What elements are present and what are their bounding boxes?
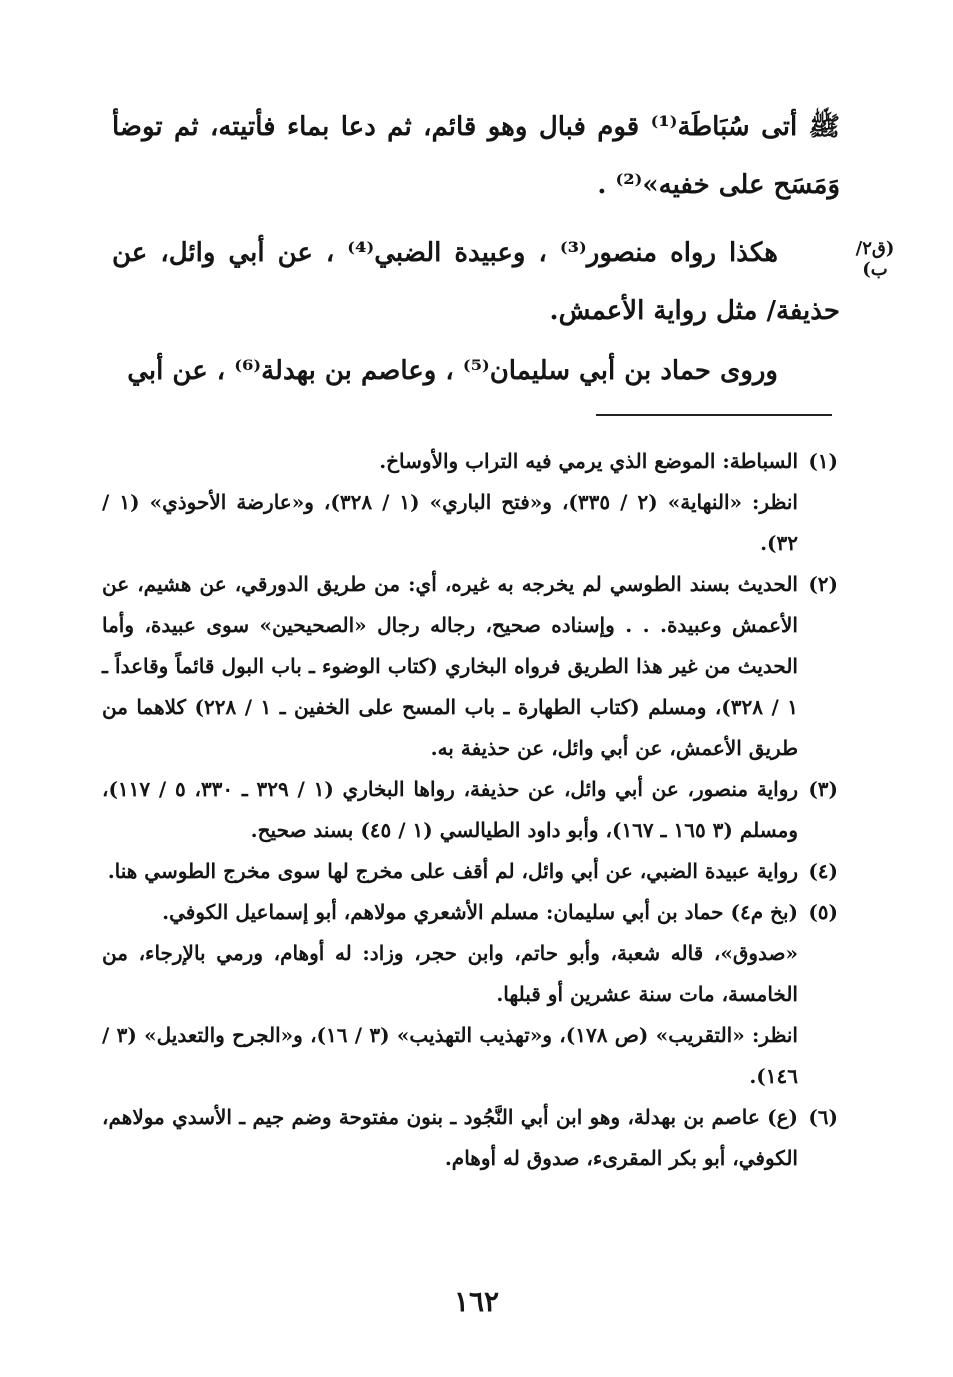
main-paragraph-2 — [112, 224, 840, 340]
footnote-number: (٤) — [808, 859, 838, 883]
footnote-body — [102, 564, 798, 769]
footnotes-section — [102, 441, 838, 1179]
footnote-line: انظر: «النهاية» (٢ / ٣٣٥)، و«فتح الباري» (١ / ٣٢٨)، و«عارضة الأحوذي» (١ / ٣٢). — [102, 490, 798, 555]
footnote-line: (بخ م٤) حماد بن أبي سليمان: مسلم الأشعري مولاهم، أبو إسماعيل الكوفي. — [162, 900, 798, 924]
main-paragraph-1 — [112, 98, 840, 214]
main-text-line: هكذا رواه منصور⁽³⁾ ، وعبيدة الضبي⁽⁴⁾ ، عن أبي وائل، عن حذيفة/ مثل رواية الأعمش. — [112, 238, 840, 326]
footnote-number: (٣) — [808, 777, 838, 801]
main-paragraph-3 — [112, 342, 840, 400]
footnote-body — [102, 851, 798, 892]
footnote-line: الحديث بسند الطوسي لم يخرجه به غيره، أي: من طريق الدورقي، عن هشيم، عن الأعمش وعبيدة. . . وإسناده صحيح، رجاله رجال «الصحيحين» سوى عبيدة، وأما الحديث من غير هذا الطريق فرواه البخاري (كتاب الوضوء ـ باب البول قائماً وقاعداً ـ ١ / ٣٢٨)، ومسلم (كتاب الطهارة ـ باب المسح على الخفين ـ ١ / ٢٢٨) كلاهما من طريق الأعمش، عن أبي وائل، عن حذيفة به. — [102, 572, 798, 760]
manuscript-folio-note: (ق٢/ب) — [855, 238, 895, 280]
footnote-body — [102, 1097, 798, 1179]
footnote-line: «صدوق»، قاله شعبة، وأبو حاتم، وابن حجر، وزاد: له أوهام، ورمي بالإرجاء، من الخامسة، مات سنة عشرين أو قبلها. — [102, 941, 798, 1006]
footnote-number: (٦) — [808, 1105, 838, 1129]
footnote-body — [102, 769, 798, 851]
footnote-2 — [102, 564, 838, 769]
footnote-line: رواية عبيدة الضبي، عن أبي وائل، لم أقف على مخرج لها سوى مخرج الطوسي هنا. — [107, 859, 798, 883]
footnote-1 — [102, 441, 838, 564]
footnote-line: انظر: «التقريب» (ص ١٧٨)، و«تهذيب التهذيب» (٣ / ١٦)، و«الجرح والتعديل» (٣ / ١٤٦). — [102, 1023, 798, 1088]
footnote-3 — [102, 769, 838, 851]
footnote-line: السباطة: الموضع الذي يرمي فيه التراب والأوساخ. — [379, 449, 798, 473]
footnote-5 — [102, 892, 838, 1097]
footnote-line: (ع) عاصم بن بهدلة، وهو ابن أبي النَّجُود ـ بنون مفتوحة وضم جيم ـ الأسدي مولاهم، الكوفي، أبو بكر المقرىء، صدوق له أوهام. — [102, 1105, 798, 1170]
footnote-number: (٢) — [808, 572, 838, 596]
page-number: ١٦٢ — [453, 1285, 500, 1318]
footnote-body — [102, 892, 798, 1097]
footnote-4 — [102, 851, 838, 892]
footnote-body — [102, 441, 798, 564]
footnote-6 — [102, 1097, 838, 1179]
footnote-number: (١) — [808, 449, 838, 473]
main-text-line: ﷺ أتى سُبَاطَة⁽¹⁾ قوم فبال وهو قائم، ثم دعا بماء فأتيته، ثم توضأ وَمَسَح على خفيه»⁽²⁾ . — [112, 112, 840, 200]
footnote-line: رواية منصور، عن أبي وائل، عن حذيفة، رواها البخاري (١ / ٣٢٩ ـ ٣٣٠، ٥ / ١١٧)، ومسلم (٣ ١٦٥ ـ ١٦٧)، وأبو داود الطيالسي (١ / ٤٥) بسند صحيح. — [102, 777, 799, 842]
footnote-separator — [596, 414, 832, 416]
main-text-line: وروى حماد بن أبي سليمان⁽⁵⁾ ، وعاصم بن بهدلة⁽⁶⁾ ، عن أبي — [127, 356, 778, 386]
footnote-number: (٥) — [808, 900, 838, 924]
